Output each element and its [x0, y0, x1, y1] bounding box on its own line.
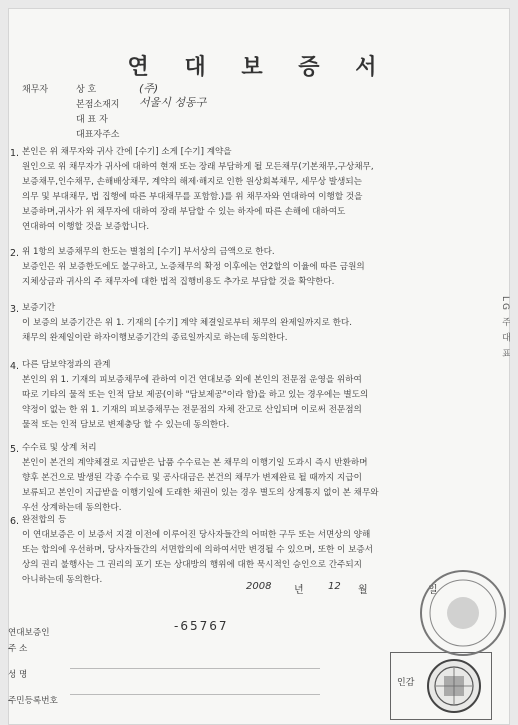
section-5-number: 5.	[10, 444, 20, 455]
guarantor-label: 연대보증인	[8, 628, 50, 638]
date-month-label: 월	[358, 585, 368, 596]
debtor-label: 채무자	[22, 85, 49, 95]
section-2-body	[22, 245, 488, 290]
section-3-body	[22, 301, 488, 346]
reg-number-label: 주민등록번호	[8, 696, 58, 706]
section-1-line: 원인으로 위 채무자가 귀사에 대하여 현재 또는 장래 부담하게 될 모든채무(기본채무,구상채무,	[22, 162, 374, 172]
name-label: 성 명	[8, 670, 28, 680]
section-4-heading: 다른 담보약정과의 관계	[22, 360, 111, 370]
section-1-line: 본인은 위 채무자와 귀사 간에 [수기] 소게 [수기] 계약을	[22, 147, 232, 157]
date-year: 2008	[246, 581, 272, 592]
section-3-line: 이 보증의 보증기간은 위 1. 기재의 [수기] 계약 체결일로부터 채무의 완제일까지로 한다.	[22, 318, 352, 328]
rep-address-label: 대표자주소	[76, 130, 120, 140]
section-6-line: 아니하는데 동의한다.	[22, 575, 103, 585]
hq-value: 서울시 성동구	[139, 96, 207, 109]
company-seal-icon	[418, 568, 508, 658]
section-4-number: 4.	[10, 361, 20, 372]
section-3-heading: 보증기간	[22, 303, 56, 313]
section-4-line: 약정이 없는 한 위 1. 기재의 피보증채무는 전문점의 자체 잔고로 산입되며 이로써 전문점의	[22, 405, 362, 415]
section-6-heading: 완전합의 등	[22, 515, 67, 525]
address-label: 주 소	[8, 644, 28, 654]
section-1-line: 의무 및 부대채무, 법 집행에 따른 부대채무를 포함함.)를 위 채무자와 연대하여 이행할 것을	[22, 192, 363, 202]
section-4-body	[22, 358, 488, 433]
section-1-line: 보증채무,인수채무, 손해배상채무, 계약의 해제·해지로 인한 원상회복채무, 세무상 발생되는	[22, 177, 362, 187]
page-title: 연 대 보 증 서	[127, 55, 391, 80]
section-4-line: 물적 또는 인적 담보로 변제충당 할 수 있는데 동의한다.	[22, 420, 230, 430]
section-1-number: 1.	[10, 148, 20, 159]
hq-label: 본점소재지	[76, 100, 120, 110]
section-5-heading: 수수료 및 상계 처리	[22, 443, 97, 453]
section-4-line: 본인의 위 1. 기재의 피보증채무에 관하여 이건 연대보증 외에 본인의 전문점 운영을 위하여	[22, 375, 362, 385]
divider	[70, 668, 320, 669]
section-5-line: 본인이 본건의 계약체결로 지급받은 납품 수수료는 본 채무의 이행기일 도과시 즉시 반환하며	[22, 458, 368, 468]
divider	[70, 694, 320, 695]
seal-box-label: 인감	[397, 678, 415, 688]
section-3-line: 채무의 완제일이란 하자이행보증기간의 종료일까지로 하는데 동의한다.	[22, 333, 288, 343]
section-2-line: 위 1항의 보증채무의 한도는 별첨의 [수기] 부서상의 금액으로 한다.	[22, 247, 275, 257]
section-5-line: 향후 본건으로 발생된 각종 수수료 및 공사대금은 본건의 채무가 변제완료 될 때까지 지급이	[22, 473, 362, 483]
section-5-line: 보류되고 본인이 지급받을 이행기일에 도래한 채권이 있는 경우 별도의 상계통지 없이 본 채무와	[22, 488, 379, 498]
section-5-body	[22, 441, 488, 516]
rep-label: 대 표 자	[76, 115, 108, 125]
section-1-line: 보증하며,귀사가 위 채무자에 대하여 장래 부담할 수 있는 하자에 따른 손해에 대하여도	[22, 207, 346, 217]
company-value: (주)	[139, 82, 159, 95]
section-6-number: 6.	[10, 516, 20, 527]
company-label: 상 호	[76, 85, 97, 95]
date-month: 12	[328, 581, 341, 592]
seal-stamp-icon	[426, 658, 482, 714]
date-year-label: 년	[294, 585, 304, 596]
partial-number: -65767	[174, 619, 229, 633]
side-margin-text: LG 주 대 표	[500, 296, 510, 360]
section-6-line: 이 연대보증은 이 보증서 지결 이전에 이루어진 당사자들간의 어떠한 구두 또는 서면상의 양해	[22, 530, 371, 540]
section-1-body	[22, 145, 488, 235]
section-6-line: 또는 합의에 우선하며, 당사자들간의 서면합의에 의하여서만 변경될 수 있으며, 또한 이 보증서	[22, 545, 373, 555]
section-4-line: 따로 기타의 물적 또는 인적 담보 제공(이하 "담보제공"이라 함)을 하고 있는 경우에는 별도의	[22, 390, 369, 400]
section-1-line: 연대하여 이행할 것을 보증합니다.	[22, 222, 150, 232]
section-6-line: 상의 권리 불행사는 그 권리의 포기 또는 상대방의 행위에 대한 묵시적인 승인으로 간주되지	[22, 560, 362, 570]
date-day-label: 일	[428, 585, 438, 596]
document-page	[8, 8, 510, 725]
section-5-line: 우선 상계하는데 동의한다.	[22, 503, 122, 513]
section-2-line: 보증인은 위 보증한도에도 불구하고, 노증채무의 확정 이후에는 연2할의 이율에 따른 금원의	[22, 262, 365, 272]
section-3-number: 3.	[10, 304, 20, 315]
section-2-line: 지체상금과 귀사의 주 채무자에 대한 법적 집행비용도 추가로 부담할 것을 확약한다.	[22, 277, 335, 287]
section-2-number: 2.	[10, 248, 20, 259]
